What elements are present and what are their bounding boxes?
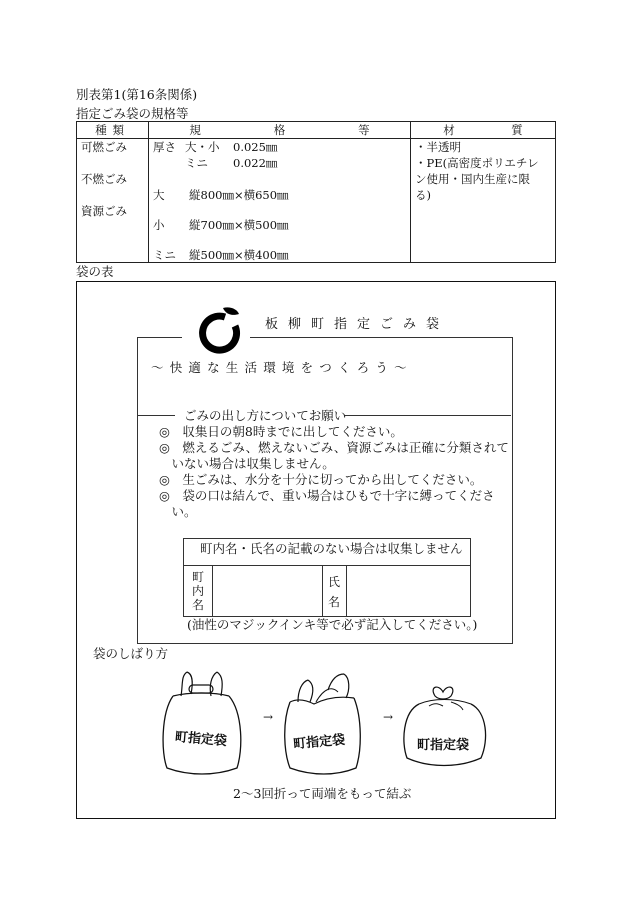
size-value-2: 縦500㎜×横400㎜ <box>189 248 289 262</box>
notice-item-4-cont: い。 <box>159 504 197 519</box>
header-type: 種類 <box>77 122 149 139</box>
notice-item-2-cont: いない場合は収集しません。 <box>159 456 335 471</box>
material-line-3: る) <box>415 188 431 202</box>
notice-item-1: ◎ 収集日の朝8時までに出してください。 <box>159 424 403 439</box>
notice-item-4: ◎ 袋の口は結んで、重い場合はひもで十字に縛ってくださ <box>159 488 495 503</box>
size-label-2: ミニ <box>153 248 176 262</box>
spec-table <box>76 121 556 263</box>
person-name-label: 氏名 <box>328 575 341 609</box>
bag-illustration-1 <box>159 668 243 778</box>
material-line-2: ン使用・国内生産に限 <box>415 172 530 186</box>
type-cell <box>77 139 149 263</box>
name-box-footer: (油性のマジックインキ等で必ず記入してください。) <box>187 617 478 632</box>
name-box-header: 町内名・氏名の記載のない場合は収集しません <box>200 541 463 556</box>
size-label-0: 大 <box>153 188 165 202</box>
bag-label-1: 町指定袋 <box>174 729 228 750</box>
notice-heading: ごみの出し方についてお願い <box>184 408 347 423</box>
section-title: 指定ごみ袋の規格等 <box>76 106 189 121</box>
arrow-1: → <box>263 710 274 724</box>
appendix-title: 別表第1(第16条関係) <box>76 87 198 102</box>
size-label-1: 小 <box>153 218 165 232</box>
tying-caption: 2〜3回折って両端をもって結ぶ <box>233 786 412 801</box>
town-name-label: 町内名 <box>192 570 205 612</box>
thickness-size-0: 大・小 <box>185 140 220 154</box>
type-resource: 資源ごみ <box>81 204 127 218</box>
bag-title: 板柳町指定ごみ袋 <box>265 317 450 332</box>
tying-heading: 袋のしばり方 <box>93 646 169 661</box>
bag-face <box>76 281 556 819</box>
type-burnable: 可燃ごみ <box>81 140 127 154</box>
slogan: 〜快適な生活環境をつくろう〜 <box>151 360 413 375</box>
town-name-field[interactable] <box>216 567 320 613</box>
thickness-value-0: 0.025㎜ <box>233 140 278 154</box>
bag-label-2: 町指定袋 <box>292 732 346 753</box>
header-material: 材 質 <box>411 122 556 139</box>
notice-item-2: ◎ 燃えるごみ、燃えないごみ、資源ごみは正確に分類されて <box>159 440 509 455</box>
size-value-0: 縦800㎜×横650㎜ <box>189 188 289 202</box>
name-box <box>183 538 471 617</box>
thickness-value-1: 0.022㎜ <box>233 156 278 170</box>
bag-label-3: 町指定袋 <box>417 738 470 753</box>
town-emblem-icon <box>195 304 243 354</box>
notice-item-3: ◎ 生ごみは、水分を十分に切ってから出してください。 <box>159 472 483 487</box>
spec-cell <box>149 139 411 263</box>
arrow-2: → <box>383 710 394 724</box>
thickness-size-1: ミニ <box>185 156 208 170</box>
size-value-1: 縦700㎜×横500㎜ <box>189 218 289 232</box>
material-line-1: ・PE(高密度ポリエチレ <box>415 156 539 170</box>
material-line-0: ・半透明 <box>415 140 461 154</box>
bag-face-label: 袋の表 <box>76 264 114 279</box>
type-nonburnable: 不燃ごみ <box>81 172 127 186</box>
person-name-field[interactable] <box>350 567 466 613</box>
bag-illustration-3 <box>399 682 489 772</box>
thickness-label: 厚さ <box>153 140 176 154</box>
material-cell <box>411 139 556 263</box>
header-spec: 規 格 等 <box>149 122 411 139</box>
bag-illustration-2 <box>280 668 364 778</box>
